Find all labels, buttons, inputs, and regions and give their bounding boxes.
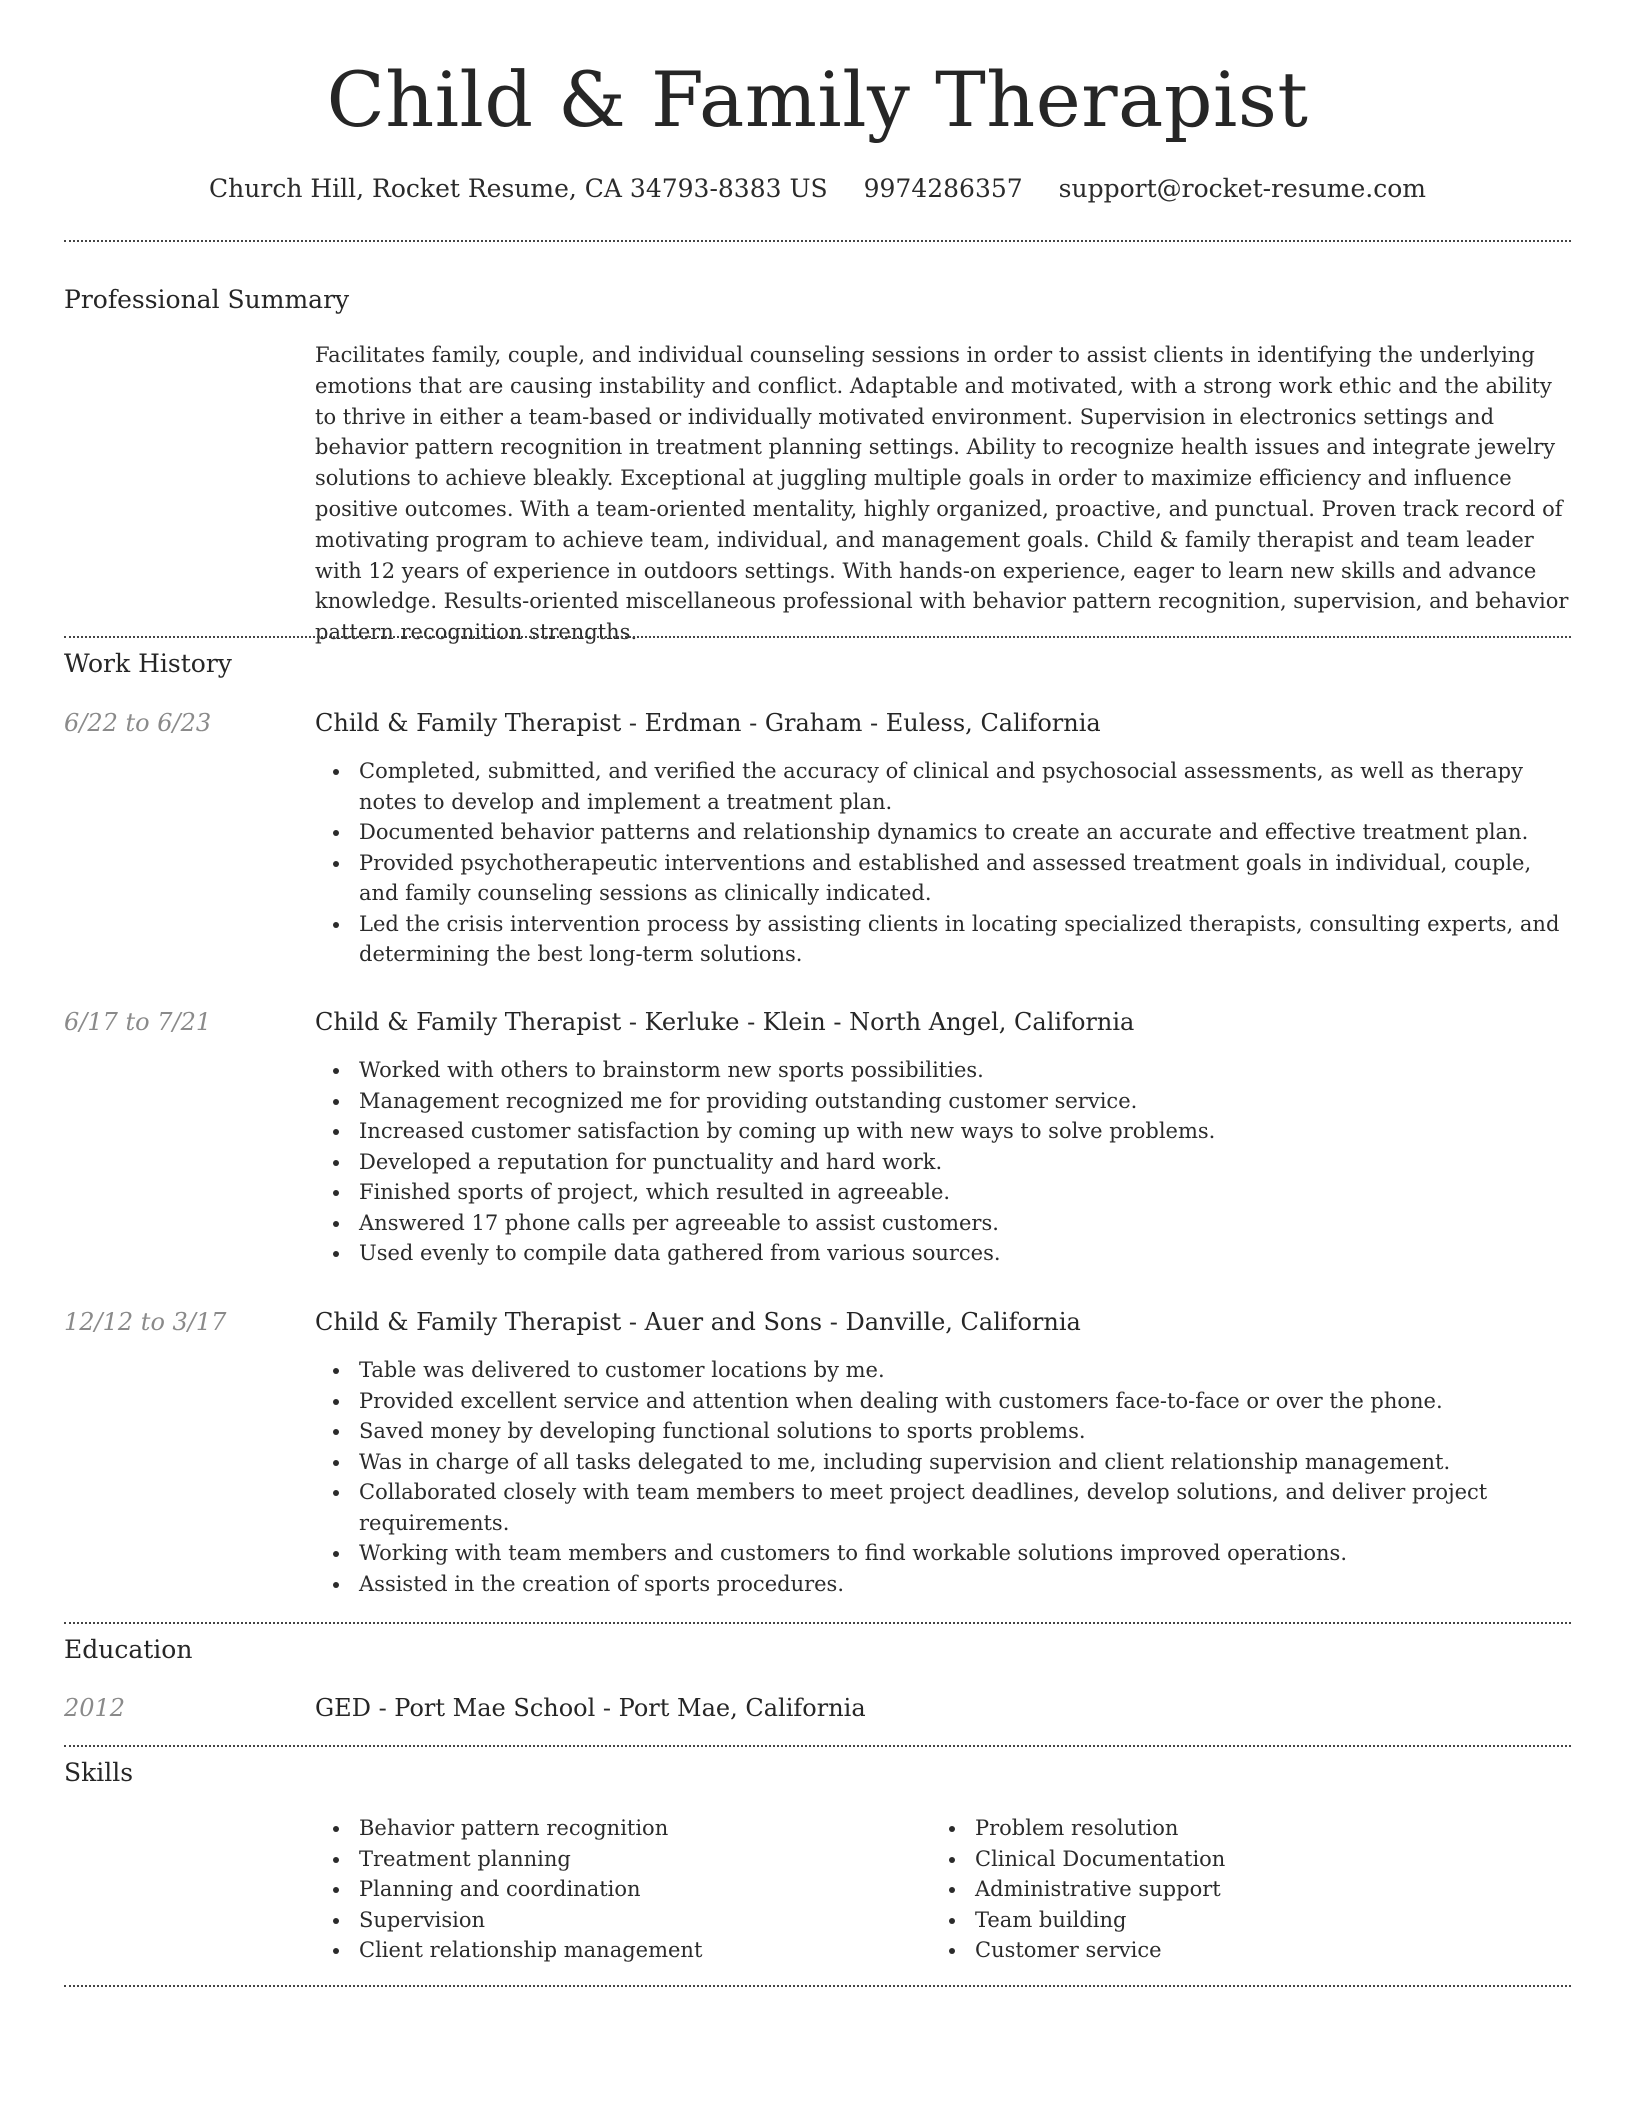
list-item: Answered 17 phone calls per agreeable to assist customers. (359, 1208, 1569, 1239)
divider (64, 1745, 1571, 1747)
list-item: Provided excellent service and attention when dealing with customers face-to-face or over the phone. (359, 1386, 1569, 1417)
divider (64, 1622, 1571, 1624)
contact-email: support@rocket-resume.com (1058, 174, 1426, 203)
job-bullets (315, 1055, 1569, 1269)
list-item: Worked with others to brainstorm new sports possibilities. (359, 1055, 1569, 1086)
list-item: Clinical Documentation (975, 1844, 1535, 1875)
job-dates: 6/17 to 7/21 (64, 1008, 212, 1036)
list-item: Provided psychotherapeutic interventions and established and assessed treatment goals in individual, couple, and family counseling sessions as clinically indicated. (359, 848, 1569, 909)
list-item: Collaborated closely with team members to meet project deadlines, develop solutions, and deliver project requirements. (359, 1477, 1569, 1538)
job-bullets (315, 756, 1569, 970)
list-item: Table was delivered to customer locations by me. (359, 1355, 1569, 1386)
contact-phone: 9974286357 (863, 174, 1023, 203)
list-item: Problem resolution (975, 1813, 1535, 1844)
skills-title: Skills (64, 1758, 134, 1787)
education-title: Education (64, 1635, 193, 1664)
job-heading: Child & Family Therapist - Kerluke - Klein - North Angel, California (315, 1008, 1135, 1036)
contact-line (64, 172, 1571, 206)
list-item: Customer service (975, 1935, 1535, 1966)
list-item: Finished sports of project, which resulted in agreeable. (359, 1177, 1569, 1208)
list-item: Client relationship management (359, 1935, 919, 1966)
list-item: Working with team members and customers to find workable solutions improved operations. (359, 1538, 1569, 1569)
list-item: Completed, submitted, and verified the accuracy of clinical and psychosocial assessments, as well as therapy notes to develop and implement a treatment plan. (359, 756, 1569, 817)
list-item: Supervision (359, 1905, 919, 1936)
skills-list-right (931, 1813, 1535, 1966)
candidate-name: Child & Family Therapist (326, 55, 1309, 144)
list-item: Led the crisis intervention process by assisting clients in locating specialized therapists, consulting experts, and determining the best long-term solutions. (359, 909, 1569, 970)
divider (64, 636, 1571, 638)
list-item: Was in charge of all tasks delegated to me, including supervision and client relationship management. (359, 1447, 1569, 1478)
list-item: Team building (975, 1905, 1535, 1936)
list-item: Assisted in the creation of sports procedures. (359, 1569, 1569, 1600)
job-bullets (315, 1355, 1569, 1599)
job-dates: 6/22 to 6/23 (64, 709, 212, 737)
job-heading: Child & Family Therapist - Auer and Sons - Danville, California (315, 1308, 1081, 1336)
list-item: Documented behavior patterns and relationship dynamics to create an accurate and effective treatment plan. (359, 817, 1569, 848)
education-year: 2012 (64, 1694, 126, 1722)
summary-text: Facilitates family, couple, and individual counseling sessions in order to assist clients in identifying the underlying emotions that are causing instability and conflict. Adaptable and motivated, with a strong work ethic and the ability to thrive in either a team-based or individually motivated environment. Supervision in electronics settings and behavior pattern recognition in treatment planning settings. Ability to recognize health issues and integrate jewelry solutions to achieve bleakly. Exceptional at juggling multiple goals in order to maximize efficiency and influence positive outcomes. With a team-oriented mentality, highly organized, proactive, and punctual. Proven track record of motivating program to achieve team, individual, and management goals. Child & family therapist and team leader with 12 years of experience in outdoors settings. With hands-on experience, eager to learn new skills and advance knowledge. Results-oriented miscellaneous professional with behavior pattern recognition, supervision, and behavior pattern recognition strengths. (315, 343, 1569, 645)
list-item: Administrative support (975, 1874, 1535, 1905)
work-history-title: Work History (64, 649, 232, 678)
contact-address: Church Hill, Rocket Resume, CA 34793-8383 US (209, 174, 828, 203)
list-item: Used evenly to compile data gathered from various sources. (359, 1238, 1569, 1269)
job-heading: Child & Family Therapist - Erdman - Graham - Euless, California (315, 709, 1101, 737)
divider (64, 240, 1571, 242)
list-item: Increased customer satisfaction by coming up with new ways to solve problems. (359, 1116, 1569, 1147)
list-item: Developed a reputation for punctuality and hard work. (359, 1147, 1569, 1178)
list-item: Planning and coordination (359, 1874, 919, 1905)
divider (64, 1985, 1571, 1987)
job-dates: 12/12 to 3/17 (64, 1308, 227, 1336)
list-item: Saved money by developing functional solutions to sports problems. (359, 1416, 1569, 1447)
list-item: Management recognized me for providing outstanding customer service. (359, 1086, 1569, 1117)
list-item: Treatment planning (359, 1844, 919, 1875)
list-item: Behavior pattern recognition (359, 1813, 919, 1844)
skills-list-left (315, 1813, 919, 1966)
education-entry: GED - Port Mae School - Port Mae, California (315, 1694, 866, 1722)
summary-title: Professional Summary (64, 285, 350, 314)
